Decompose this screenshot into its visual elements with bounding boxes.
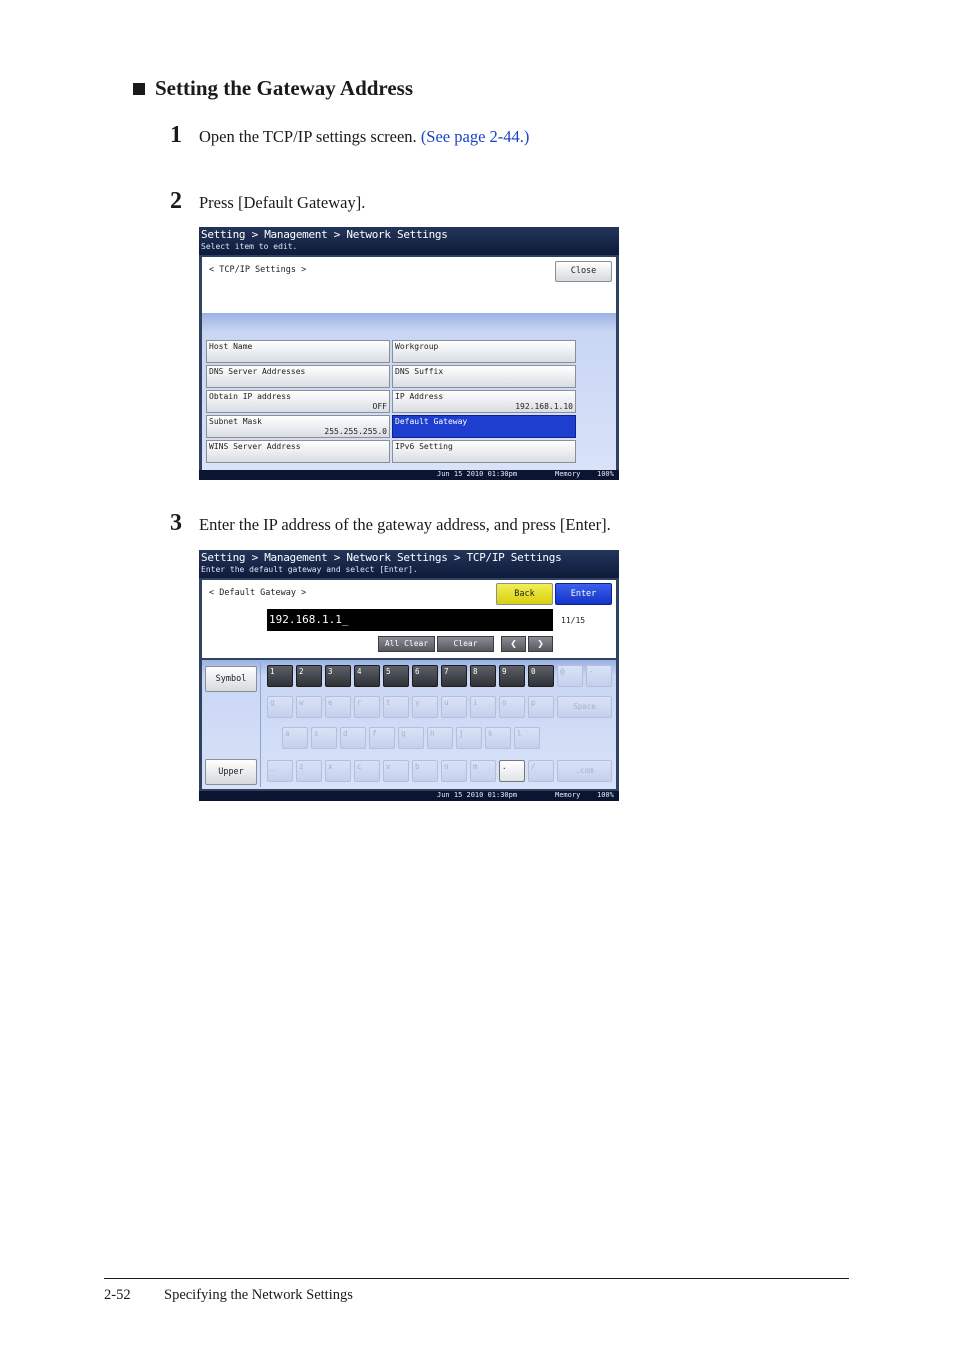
chapter-title: Specifying the Network Settings (164, 1287, 353, 1303)
wins-server-address-item[interactable]: WINS Server Address (206, 440, 390, 463)
key-z: z (296, 760, 322, 782)
key-slash: / (528, 760, 554, 782)
screen-instruction: Select item to edit. (201, 242, 298, 251)
key-dotcom: .com (557, 760, 612, 782)
enter-button[interactable]: Enter (555, 583, 612, 605)
subnet-mask-item[interactable]: Subnet Mask 255.255.255.0 (206, 415, 390, 438)
key-2[interactable]: 2 (296, 665, 322, 687)
status-memory-value: 100% (597, 470, 614, 478)
ip-address-input[interactable]: 192.168.1.1_ (267, 609, 553, 631)
step-1 (170, 122, 529, 149)
key-5[interactable]: 5 (383, 665, 409, 687)
key-period[interactable]: . (499, 760, 525, 782)
key-r: r (354, 696, 380, 718)
key-8[interactable]: 8 (470, 665, 496, 687)
key-h: h (427, 727, 453, 749)
key-e: e (325, 696, 351, 718)
key-0[interactable]: 0 (528, 665, 554, 687)
settings-list-panel (202, 313, 616, 470)
ipv6-setting-item[interactable]: IPv6 Setting (392, 440, 576, 463)
obtain-ip-address-item[interactable]: Obtain IP address OFF (206, 390, 390, 413)
section-title: Setting the Gateway Address (155, 76, 414, 100)
key-p: p (528, 696, 554, 718)
key-3[interactable]: 3 (325, 665, 351, 687)
host-name-item[interactable]: Host Name (206, 340, 390, 363)
key-v: v (383, 760, 409, 782)
key-l: l (514, 727, 540, 749)
screen-breadcrumb: < TCP/IP Settings > (209, 265, 307, 275)
key-at: @ (557, 665, 583, 687)
key-t: t (383, 696, 409, 718)
step-text: Press [Default Gateway]. (199, 193, 366, 212)
key-i: i (470, 696, 496, 718)
key-a: a (282, 727, 308, 749)
step-3 (170, 510, 611, 537)
step-number: 1 (170, 122, 182, 148)
key-f: f (369, 727, 395, 749)
key-space: Space (557, 696, 612, 718)
dns-suffix-item[interactable]: DNS Suffix (392, 365, 576, 388)
key-w: w (296, 696, 322, 718)
key-s: s (311, 727, 337, 749)
key-9[interactable]: 9 (499, 665, 525, 687)
key-j: j (456, 727, 482, 749)
status-memory-value: 100% (597, 791, 614, 799)
default-gateway-item[interactable]: Default Gateway (392, 415, 576, 438)
status-bar (199, 791, 619, 801)
key-d: d (340, 727, 366, 749)
screen-header (199, 550, 619, 578)
status-datetime: Jun 15 2010 01:30pm (437, 470, 518, 478)
key-underscore: _ (267, 760, 293, 782)
back-button[interactable]: Back (496, 583, 553, 605)
key-q: q (267, 696, 293, 718)
key-hyphen: - (586, 665, 612, 687)
key-o: o (499, 696, 525, 718)
default-gateway-entry-screen (199, 550, 619, 801)
screen-path: Setting > Management > Network Settings > TCP/IP Settings (201, 551, 562, 564)
key-7[interactable]: 7 (441, 665, 467, 687)
keyboard-panel (202, 660, 616, 789)
entry-panel (202, 580, 616, 658)
key-k: k (485, 727, 511, 749)
key-b: b (412, 760, 438, 782)
key-4[interactable]: 4 (354, 665, 380, 687)
see-page-link[interactable]: (See page 2-44.) (420, 127, 530, 146)
all-clear-button[interactable]: All Clear (378, 636, 435, 652)
close-button[interactable]: Close (555, 261, 612, 282)
key-m: m (470, 760, 496, 782)
status-bar (199, 470, 619, 480)
key-u: u (441, 696, 467, 718)
cursor-right-icon[interactable]: ❯ (528, 636, 553, 652)
footer-divider (104, 1278, 849, 1279)
step-number: 2 (170, 188, 182, 214)
dns-server-addresses-item[interactable]: DNS Server Addresses (206, 365, 390, 388)
status-memory-label: Memory (555, 791, 581, 799)
symbol-button[interactable]: Symbol (205, 666, 257, 692)
upper-button[interactable]: Upper (205, 759, 257, 785)
screen-instruction: Enter the default gateway and select [Enter]. (201, 565, 418, 574)
character-counter: 11/15 (561, 616, 586, 625)
clear-button[interactable]: Clear (437, 636, 494, 652)
key-x: x (325, 760, 351, 782)
workgroup-item[interactable]: Workgroup (392, 340, 576, 363)
ip-address-item[interactable]: IP Address 192.168.1.10 (392, 390, 576, 413)
page-number: 2-52 (104, 1287, 131, 1303)
status-datetime: Jun 15 2010 01:30pm (437, 791, 518, 799)
section-heading (133, 76, 413, 101)
key-g: g (398, 727, 424, 749)
step-2 (170, 188, 365, 215)
step-text: Enter the IP address of the gateway address, and press [Enter]. (199, 515, 611, 534)
key-6[interactable]: 6 (412, 665, 438, 687)
tcpip-settings-screen (199, 227, 619, 480)
key-c: c (354, 760, 380, 782)
key-y: y (412, 696, 438, 718)
step-number: 3 (170, 510, 182, 536)
square-bullet-icon (133, 83, 145, 95)
key-1[interactable]: 1 (267, 665, 293, 687)
screen-path: Setting > Management > Network Settings (201, 228, 448, 241)
screen-header (199, 227, 619, 255)
step-text: Open the TCP/IP settings screen. (199, 127, 421, 146)
status-memory-label: Memory (555, 470, 581, 478)
key-n: n (441, 760, 467, 782)
screen-breadcrumb: < Default Gateway > (209, 588, 307, 598)
cursor-left-icon[interactable]: ❮ (501, 636, 526, 652)
